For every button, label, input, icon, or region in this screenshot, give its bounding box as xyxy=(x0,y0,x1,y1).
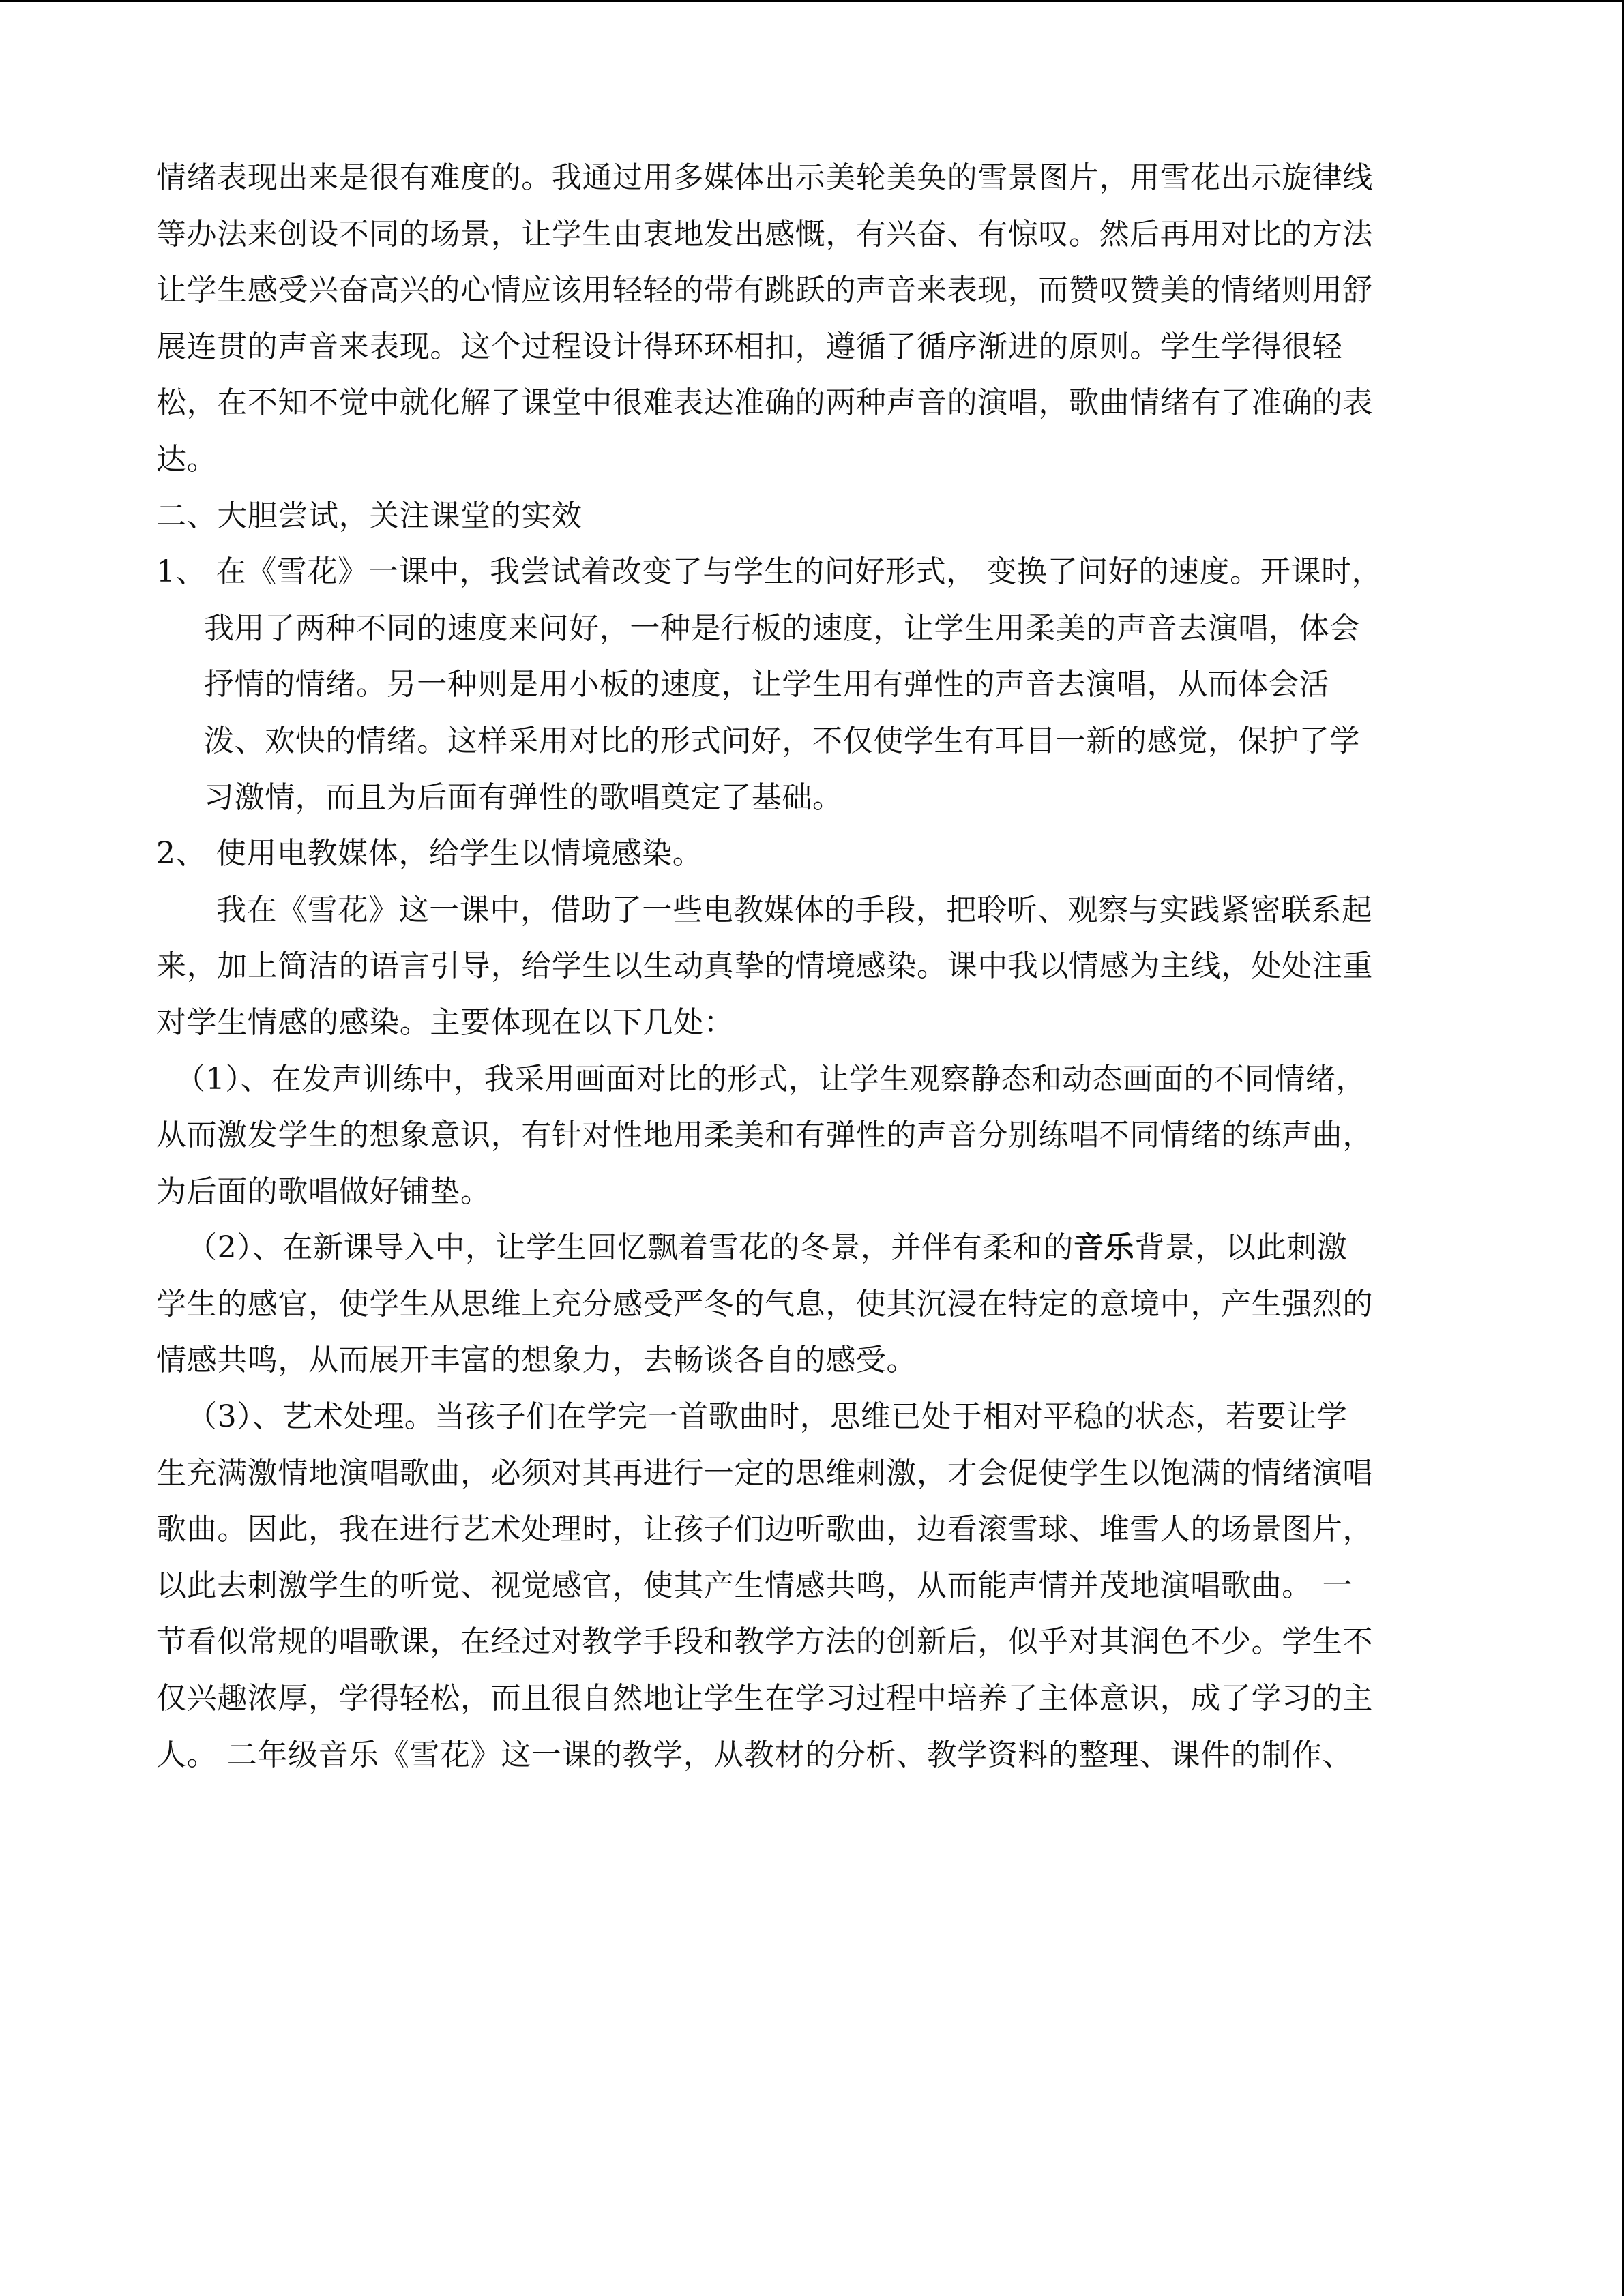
paragraph-line: 来，加上简洁的语言引导，给学生以生动真挚的情境感染。课中我以情感为主线，处处注重 xyxy=(156,949,1373,984)
paragraph-line: 松，在不知不觉中就化解了课堂中很难表达准确的两种声音的演唱，歌曲情绪有了准确的表 xyxy=(156,385,1373,421)
paragraph-line: 达。 xyxy=(156,441,218,477)
paragraph-line: 为后面的歌唱做好铺垫。 xyxy=(156,1174,491,1209)
text-span: 背景，以此刺激 xyxy=(1134,1230,1348,1266)
paragraph-line: 以此去刺激学生的听觉、视觉感官，使其产生情感共鸣，从而能声情并茂地演唱歌曲。 一 xyxy=(156,1568,1353,1603)
list-item-1-continuation: 泼、欢快的情绪。这样采用对比的形式问好，不仅使学生有耳目一新的感觉，保护了学 xyxy=(204,723,1360,758)
paragraph-line: 我在《雪花》这一课中，借助了一些电教媒体的手段，把聆听、观察与实践紧密联系起 xyxy=(216,892,1372,927)
list-item-1-continuation: 习激情，而且为后面有弹性的歌唱奠定了基础。 xyxy=(204,779,843,815)
sub-item-3: （3）、艺术处理。当孩子们在学完一首歌曲时，思维已处于相对平稳的状态，若要让学 xyxy=(187,1399,1348,1435)
text-span: （2）、在新课导入中，让学生回忆飘着雪花的冬景，并伴有柔和的 xyxy=(187,1230,1074,1266)
paragraph-line: 从而激发学生的想象意识，有针对性地用柔美和有弹性的声音分别练唱不同情绪的练声曲， xyxy=(156,1118,1373,1153)
paragraph-line: 生充满激情地演唱歌曲，必须对其再进行一定的思维刺激，才会促使学生以饱满的情绪演唱 xyxy=(156,1455,1373,1491)
sub-item-1: （1）、在发声训练中，我采用画面对比的形式，让学生观察静态和动态画面的不同情绪， xyxy=(175,1061,1366,1097)
document-body xyxy=(156,161,1473,1794)
bold-term: 音乐 xyxy=(1074,1230,1135,1266)
list-item-2: 2、 使用电教媒体，给学生以情境感染。 xyxy=(156,836,703,871)
paragraph-line: 歌曲。因此，我在进行艺术处理时，让孩子们边听歌曲，边看滚雪球、堆雪人的场景图片， xyxy=(156,1512,1373,1547)
list-item-1-continuation: 我用了两种不同的速度来问好，一种是行板的速度，让学生用柔美的声音去演唱，体会 xyxy=(204,610,1360,646)
paragraph-line: 节看似常规的唱歌课，在经过对教学手段和教学方法的创新后，似乎对其润色不少。学生不 xyxy=(156,1624,1373,1660)
list-item-1: 1、 在《雪花》一课中，我尝试着改变了与学生的问好形式， 变换了问好的速度。开课时， xyxy=(156,554,1383,590)
section-heading: 二、大胆尝试，关注课堂的实效 xyxy=(156,498,582,533)
paragraph-line: 学生的感官，使学生从思维上充分感受严冬的气息，使其沉浸在特定的意境中，产生强烈的 xyxy=(156,1286,1373,1322)
paragraph-line: 仅兴趣浓厚，学得轻松，而且很自然地让学生在学习过程中培养了主体意识，成了学习的主 xyxy=(156,1681,1373,1716)
paragraph-line: 让学生感受兴奋高兴的心情应该用轻轻的带有跳跃的声音来表现，而赞叹赞美的情绪则用舒 xyxy=(156,273,1373,308)
paragraph-line: 情感共鸣，从而展开丰富的想象力，去畅谈各自的感受。 xyxy=(156,1343,917,1378)
paragraph-line: 对学生情感的感染。主要体现在以下几处： xyxy=(156,1004,735,1040)
paragraph-line: 展连贯的声音来表现。这个过程设计得环环相扣，遵循了循序渐进的原则。学生学得很轻 xyxy=(156,329,1343,364)
paragraph-line: 等办法来创设不同的场景，让学生由衷地发出感慨，有兴奋、有惊叹。然后再用对比的方法 xyxy=(156,216,1373,252)
sub-item-2 xyxy=(156,1231,1473,1265)
paragraph-line: 情绪表现出来是很有难度的。我通过用多媒体出示美轮美奂的雪景图片，用雪花出示旋律线 xyxy=(156,160,1373,195)
paragraph-line: 人。 二年级音乐《雪花》这一课的教学，从教材的分析、教学资料的整理、课件的制作、 xyxy=(156,1737,1353,1772)
list-item-1-continuation: 抒情的情绪。另一种则是用小板的速度，让学生用有弹性的声音去演唱，从而体会活 xyxy=(204,667,1330,702)
